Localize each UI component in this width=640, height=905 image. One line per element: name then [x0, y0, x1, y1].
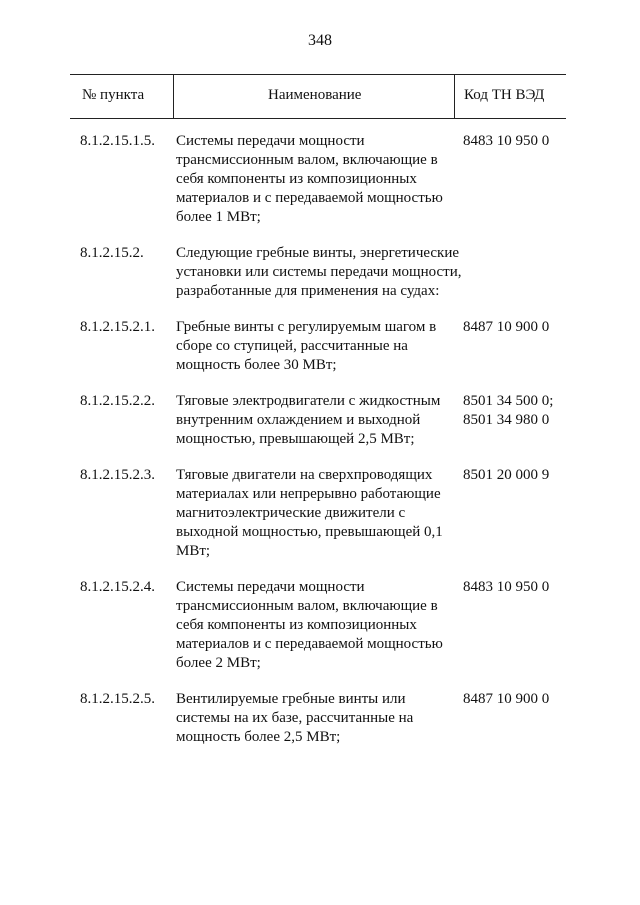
item-code: 8483 10 950 0 [463, 133, 550, 149]
item-code [463, 244, 570, 301]
item-name: Гребные винты с регулируемым шагом в сборе со ступицей, рассчитанные на мощность более 30 МВт; [176, 319, 437, 373]
item-number: 8.1.2.15.2.2. [80, 393, 155, 409]
column-divider [173, 75, 174, 118]
column-header-code: Код ТН ВЭД [464, 87, 545, 103]
table-body [80, 132, 570, 747]
page-number: 348 [308, 32, 332, 49]
item-number: 8.1.2.15.1.5. [80, 133, 155, 149]
table-row [80, 244, 570, 301]
item-code: 8483 10 950 0 [463, 579, 550, 595]
table-row [80, 392, 570, 449]
item-code: 8487 10 900 0 [463, 319, 550, 335]
table-row [80, 318, 570, 375]
item-name: Тяговые двигатели на сверхпроводящих материалах или непрерывно работающие магнитоэлектрические движители с выходной мощностью, превышающей 0,1 МВт; [176, 467, 443, 559]
item-name: Системы передачи мощности трансмиссионным валом, включающие в себя компоненты из композиционных материалов и с передаваемой мощностью более 1 МВт; [176, 133, 443, 225]
table-row [80, 578, 570, 673]
item-code: 8501 20 000 9 [463, 467, 550, 483]
item-number: 8.1.2.15.2. [80, 245, 144, 261]
table-header [70, 74, 566, 119]
column-header-number: № пункта [82, 87, 145, 103]
table-row [80, 690, 570, 747]
item-name: Тяговые электродвигатели с жидкостным внутренним охлаждением и выходной мощностью, превышающей 2,5 МВт; [176, 393, 441, 447]
table-row [80, 466, 570, 561]
item-number: 8.1.2.15.2.5. [80, 691, 155, 707]
table-row [80, 132, 570, 227]
item-code: 8501 34 500 0; 8501 34 980 0 [463, 393, 554, 428]
item-number: 8.1.2.15.2.3. [80, 467, 155, 483]
column-header-name: Наименование [268, 87, 362, 103]
item-number: 8.1.2.15.2.1. [80, 319, 155, 335]
item-name: Следующие гребные винты, энергетические установки или системы передачи мощности, разработанные для применения на судах: [176, 245, 462, 299]
item-code: 8487 10 900 0 [463, 691, 550, 707]
item-number: 8.1.2.15.2.4. [80, 579, 155, 595]
column-divider [454, 75, 455, 118]
item-name: Системы передачи мощности трансмиссионным валом, включающие в себя компоненты из композиционных материалов и с передаваемой мощностью более 2 МВт; [176, 579, 443, 671]
item-name: Вентилируемые гребные винты или системы на их базе, рассчитанные на мощность более 2,5 МВт; [176, 691, 414, 745]
